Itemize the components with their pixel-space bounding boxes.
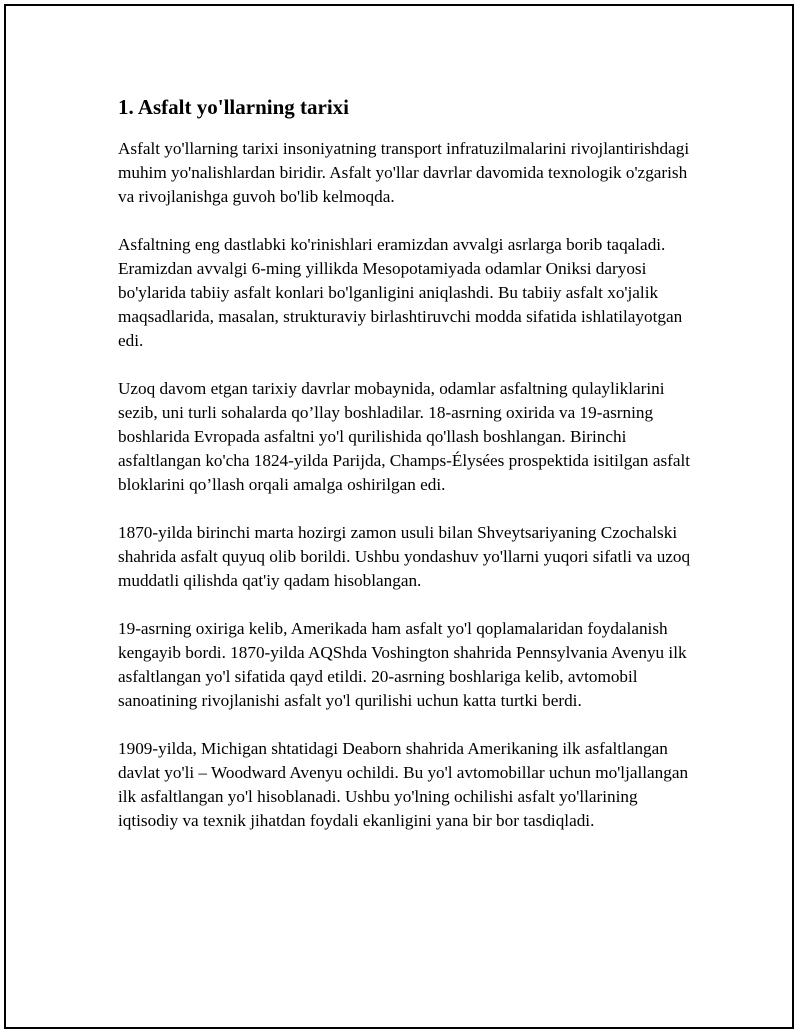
paragraph-5: 19-asrning oxiriga kelib, Amerikada ham asfalt yo'l qoplamalaridan foydalanish kengayib bordi. 1870-yilda AQShda Voshington shahrida Pennsylvania Avenyu ilk asfaltlangan yo'l sifatida qayd etildi. 20-asrning boshlariga kelib, avtomobil sanoatining rivojlanishi asfalt yo'l qurilishi uchun katta turtki berdi.: [118, 619, 687, 710]
paragraph-4: 1870-yilda birinchi marta hozirgi zamon usuli bilan Shveytsariyaning Czochalski shahrida asfalt quyuq olib borildi. Ushbu yondashuv yo'llarni yuqori sifatli va uzoq muddatli qilishda qat'iy qadam hisoblangan.: [118, 523, 691, 590]
document-body: [118, 92, 693, 857]
section-title: 1. Asfalt yo'llarning tarixi: [118, 95, 349, 119]
paragraph-3: Uzoq davom etgan tarixiy davrlar mobaynida, odamlar asfaltning qulayliklarini sezib, uni turli sohalarda qo’llay boshladilar. 18-asrning oxirida va 19-asrning boshlarida Evropada asfaltni yo'l qurilishida qo'llash boshlangan. Birinchi asfaltlangan ko'cha 1824-yilda Parijda, Champs-Élysées prospektida isitilgan asfalt bloklarini qo’llash orqali amalga oshirilgan edi.: [118, 379, 691, 494]
paragraph-6: 1909-yilda, Michigan shtatidagi Deaborn shahrida Amerikaning ilk asfaltlangan davlat yo'li – Woodward Avenyu ochildi. Bu yo'l avtomobillar uchun mo'ljallangan ilk asfaltlangan yo'l hisoblanadi. Ushbu yo'lning ochilishi asfalt yo'llarining iqtisodiy va texnik jihatdan foydali ekanligini yana bir bor tasdiqladi.: [118, 739, 689, 830]
paragraph-2: Asfaltning eng dastlabki ko'rinishlari eramizdan avvalgi asrlarga borib taqaladi. Eramizdan avvalgi 6-ming yillikda Mesopotamiyada odamlar Oniksi daryosi bo'ylarida tabiiy asfalt konlari bo'lganligini aniqlashdi. Bu tabiiy asfalt xo'jalik maqsadlarida, masalan, strukturaviy birlashtiruvchi modda sifatida ishlatilayotgan edi.: [118, 235, 683, 350]
paragraph-1: Asfalt yo'llarning tarixi insoniyatning transport infratuzilmalarini rivojlantirishdagi muhim yo'nalishlardan biridir. Asfalt yo'llar davrlar davomida texnologik o'zgarish va rivojlanishga guvoh bo'lib kelmoqda.: [118, 139, 690, 206]
